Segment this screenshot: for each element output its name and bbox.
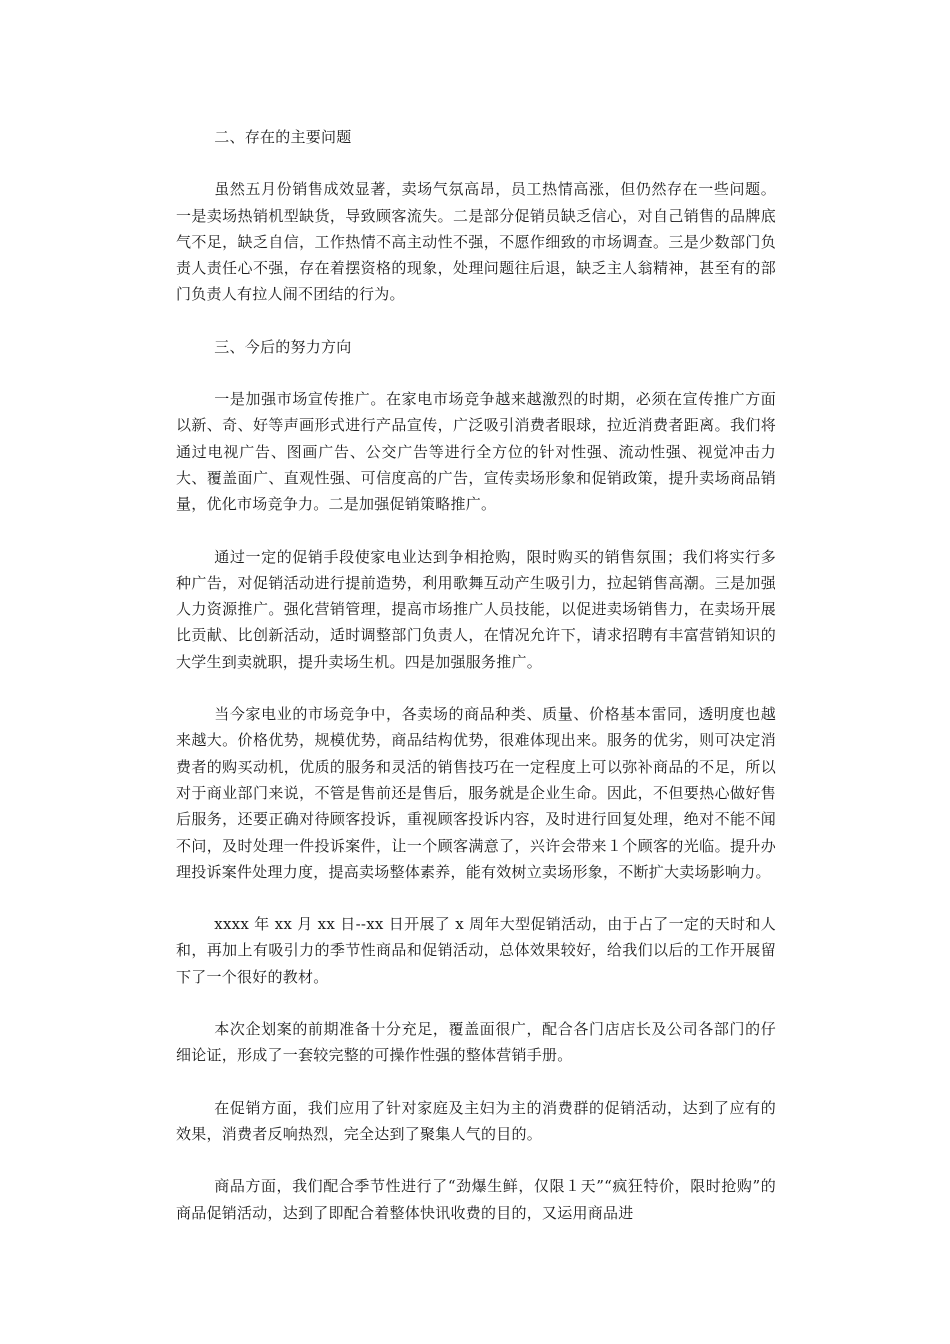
section-heading-future-direction: 三、今后的努力方向	[214, 337, 352, 356]
document-body	[176, 124, 776, 1252]
paragraph-problems: 虽然五月份销售成效显著，卖场气氛高昂，员工热情高涨，但仍然存在一些问题。一是卖场热销机型缺货，导致顾客流失。二是部分促销员缺乏信心，对自己销售的品牌底气不足，缺乏自信，工作热情不高主动性不强，不愿作细致的市场调查。三是少数部门负责人责任心不强，存在着摆资格的现象，处理问题往后退，缺乏主人翁精神，甚至有的部门负责人有拉人闹不团结的行为。	[176, 180, 776, 304]
paragraph-service: 当今家电业的市场竞争中，各卖场的商品种类、质量、价格基本雷同，透明度也越来越大。价格优势，规模优势，商品结构优势，很难体现出来。服务的优劣，则可决定消费者的购买动机，优质的服务和灵活的销售技巧在一定程度上可以弥补商品的不足，所以对于商业部门来说，不管是售前还是售后，服务就是企业生命。因此，不但要热心做好售后服务，还要正确对待顾客投诉，重视顾客投诉内容，及时进行回复处理，绝对不能不闻不问，及时处理一件投诉案件，让一个顾客满意了，兴许会带来１个顾客的光临。提升办理投诉案件处理力度，提高卖场整体素养，能有效树立卖场形象，不断扩大卖场影响力。	[176, 705, 776, 881]
paragraph-merchandise-aspect: 商品方面，我们配合季节性进行了“劲爆生鲜，仅限１天”“疯狂特价，限时抢购”的商品促销活动，达到了即配合着整体快讯收费的目的，又运用商品进	[176, 1177, 776, 1222]
section-heading-problems: 二、存在的主要问题	[214, 128, 352, 146]
paragraph-planning: 本次企划案的前期准备十分充足，覆盖面很广，配合各门店店长及公司各部门的仔细论证，形成了一套较完整的可操作性强的整体营销手册。	[176, 1020, 776, 1065]
paragraph-sales-strategy: 通过一定的促销手段使家电业达到争相抢购，限时购买的销售氛围；我们将实行多种广告，对促销活动进行提前造势，利用歌舞互动产生吸引力，拉起销售高潮。三是加强人力资源推广。强化营销管理，提高市场推广人员技能，以促进卖场销售力，在卖场开展比贡献、比创新活动，适时调整部门负责人，在情况允许下，请求招聘有丰富营销知识的大学生到卖就职，提升卖场生机。四是加强服务推广。	[176, 547, 776, 671]
paragraph-market-promotion: 一是加强市场宣传推广。在家电市场竞争越来越激烈的时期，必须在宣传推广方面以新、奇、好等声画形式进行产品宣传，广泛吸引消费者眼球，拉近消费者距离。我们将通过电视广告、图画广告、公交广告等进行全方位的针对性强、流动性强、视觉冲击力大、覆盖面广、直观性强、可信度高的广告，宣传卖场形象和促销政策，提升卖场商品销量，优化市场竞争力。二是加强促销策略推广。	[176, 390, 776, 514]
paragraph-promotion-aspect: 在促销方面，我们应用了针对家庭及主妇为主的消费群的促销活动，达到了应有的效果，消费者反响热烈，完全达到了聚集人气的目的。	[176, 1098, 776, 1143]
paragraph-anniversary-campaign: xxxx 年 xx 月 xx 日--xx 日开展了 x 周年大型促销活动，由于占了一定的天时和人和，再加上有吸引力的季节性商品和促销活动，总体效果较好，给我们以后的工作开展留下了一个很好的教材。	[176, 915, 776, 986]
